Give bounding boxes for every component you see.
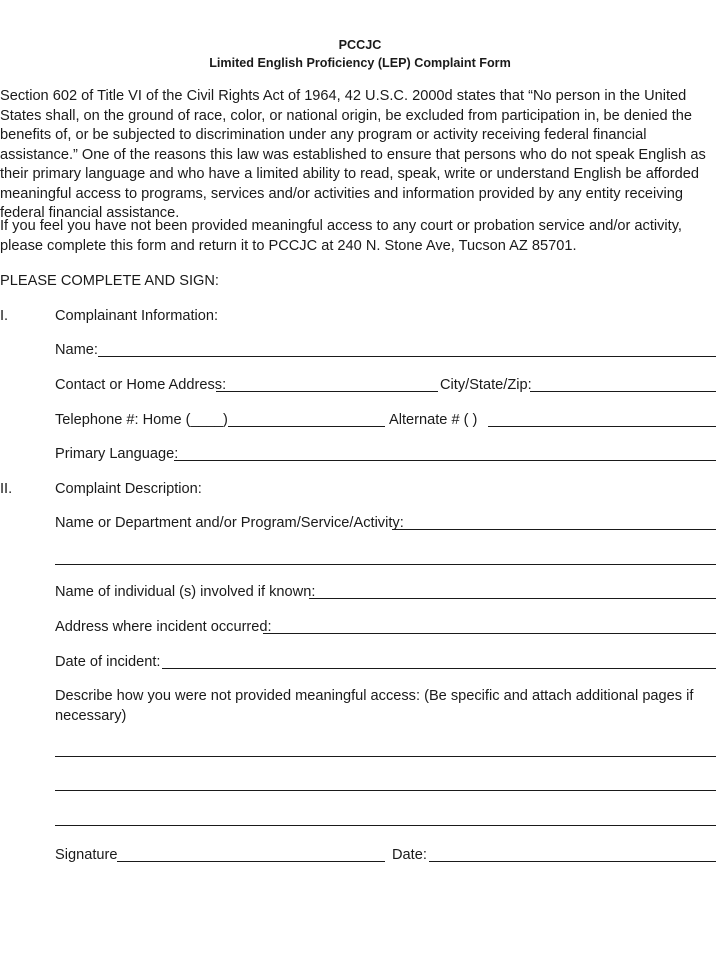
description-line-2[interactable]	[55, 790, 716, 791]
description-line-3[interactable]	[55, 825, 716, 826]
department-field[interactable]	[392, 529, 716, 530]
incident-address-field[interactable]	[263, 633, 716, 634]
home-phone-label: Telephone #: Home (____)	[55, 412, 228, 428]
complete-and-sign-instruction: PLEASE COMPLETE AND SIGN:	[0, 273, 219, 289]
primary-language-label: Primary Language:	[55, 446, 179, 462]
contact-address-label: Contact or Home Address:	[55, 377, 227, 393]
individual-involved-field[interactable]	[309, 598, 716, 599]
city-state-zip-label: City/State/Zip:	[440, 377, 532, 393]
alternate-phone-label: Alternate # ( )	[389, 412, 478, 428]
individual-involved-label: Name of individual (s) involved if known:	[55, 584, 316, 600]
form-title: Limited English Proficiency (LEP) Complaint Form	[209, 56, 511, 70]
section-1-title: Complainant Information:	[55, 308, 219, 324]
title-vi-paragraph: Section 602 of Title VI of the Civil Rights Act of 1964, 42 U.S.C. 2000d states that “No person in the United States shall, on the ground of race, color, or national origin, be excluded from participation in, be denied the benefits of, or be subjected to discrimination under any program or activity receiving federal financial assistance.” One of the reasons this law was established to ensure that persons who do not speak English as their primary language and who have a limited ability to read, speak, write or understand English be afforded meaningful access to programs, services and/or activities and information provided by any entity receiving federal financial assistance.	[0, 88, 706, 221]
city-state-zip-field[interactable]	[530, 391, 716, 392]
incident-address-label: Address where incident occurred:	[55, 619, 272, 635]
section-2-title: Complaint Description:	[55, 481, 202, 497]
description-line-1[interactable]	[55, 756, 716, 757]
signature-field[interactable]	[117, 861, 385, 862]
department-field-continued[interactable]	[55, 564, 716, 565]
signature-date-field[interactable]	[429, 861, 716, 862]
section-2-numeral: II.	[0, 481, 13, 497]
org-heading: PCCJC	[338, 38, 382, 52]
incident-date-field[interactable]	[162, 668, 716, 669]
contact-address-field[interactable]	[216, 391, 438, 392]
primary-language-field[interactable]	[174, 460, 716, 461]
name-field[interactable]	[98, 356, 716, 357]
describe-access-label: Describe how you were not provided meaningful access: (Be specific and attach additional pages if necessary)	[55, 688, 694, 724]
name-label: Name:	[55, 342, 98, 358]
alternate-phone-field[interactable]	[488, 426, 716, 427]
section-1-numeral: I.	[0, 308, 9, 324]
access-paragraph: If you feel you have not been provided meaningful access to any court or probation service and/or activity, please complete this form and return it to PCCJC at 240 N. Stone Ave, Tucson AZ 85701.	[0, 218, 682, 254]
department-label: Name or Department and/or Program/Service/Activity:	[55, 515, 404, 531]
signature-label: Signature	[55, 847, 118, 863]
home-phone-field[interactable]	[228, 426, 385, 427]
incident-date-label: Date of incident:	[55, 654, 161, 670]
signature-date-label: Date:	[392, 847, 427, 863]
